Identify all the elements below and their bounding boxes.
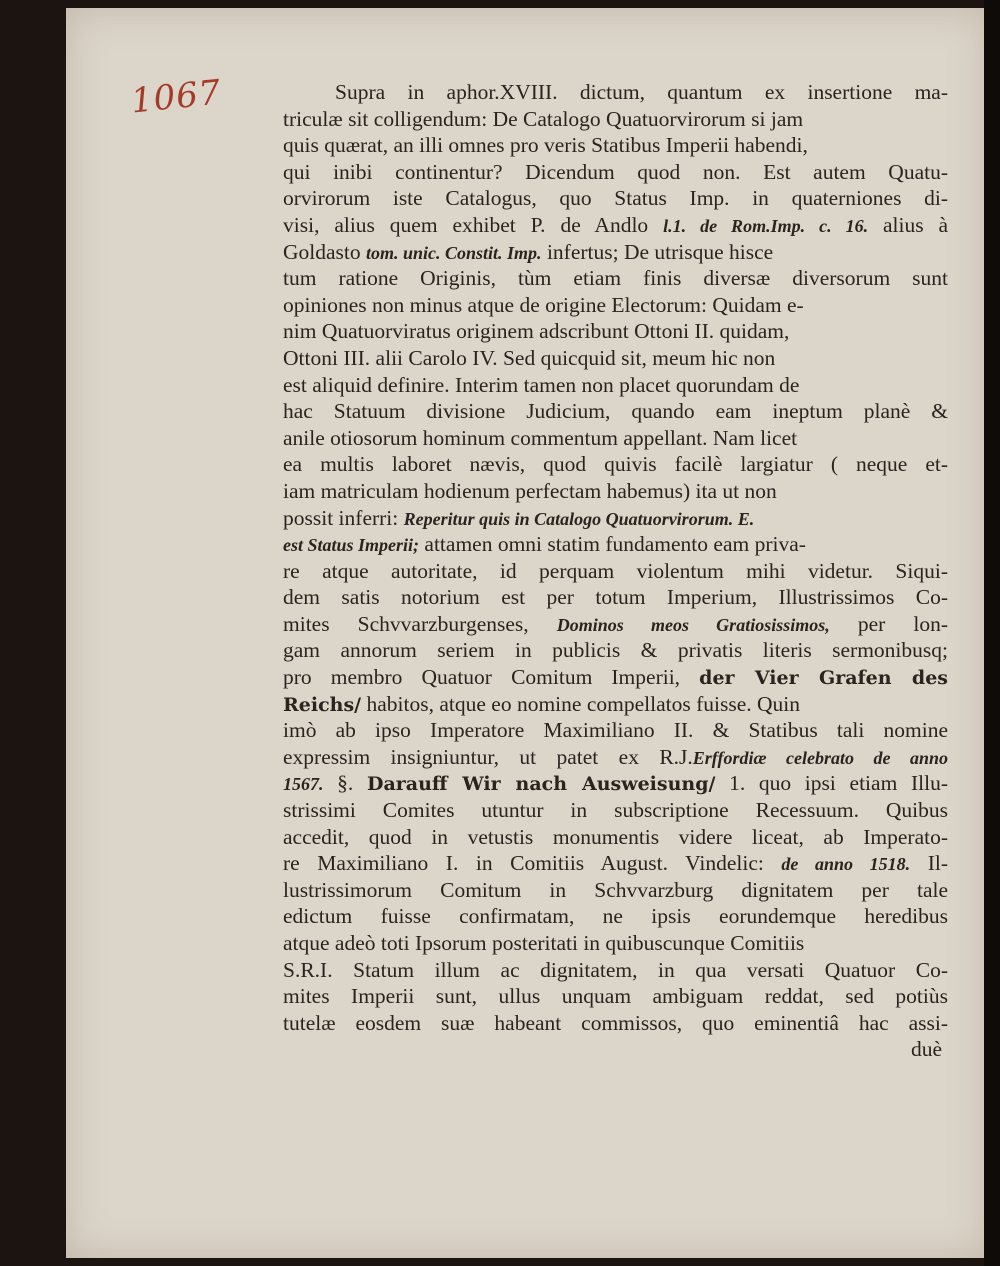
line-text: alius à	[868, 212, 948, 237]
line-text: nim Quatuorviratus originem adscribunt Ottoni II. quidam,	[283, 319, 790, 344]
line-text: quis quærat, an illi omnes pro veris Statibus Imperii habendi,	[283, 133, 808, 158]
italic-text: est Status Imperii;	[283, 535, 420, 556]
italic-text: Dominos meos Gratiosissimos,	[556, 614, 830, 635]
line-text: 1. quo ipsi etiam Illu-	[715, 771, 948, 796]
line-text: opiniones non minus atque de origine Electorum: Quidam e-	[283, 292, 804, 317]
fraktur-text: der Vier Grafen des	[699, 667, 948, 690]
text-line	[283, 584, 948, 611]
text-line	[283, 850, 948, 877]
line-text: edictum fuisse confirmatam, ne ipsis eorundemque heredibus	[283, 904, 948, 929]
fraktur-text: Reichs/	[283, 693, 362, 716]
line-text: re atque autoritate, id perquam violentum mihi videtur. Siqui-	[283, 558, 948, 583]
text-line	[283, 106, 948, 133]
line-text: hac Statuum divisione Judicium, quando eam ineptum planè &	[283, 399, 948, 424]
text-line	[283, 770, 948, 797]
line-text: Il-	[910, 851, 948, 876]
text-line	[283, 637, 948, 664]
text-line	[283, 212, 948, 239]
line-text: Supra in aphor.XVIII. dictum, quantum ex insertione ma-	[335, 80, 948, 104]
text-line	[283, 318, 948, 345]
folio-number: 1067	[129, 72, 224, 122]
text-line	[283, 983, 948, 1010]
text-line	[283, 451, 948, 478]
text-line	[283, 717, 948, 744]
scan-edge	[984, 0, 1000, 1266]
text-line	[283, 611, 948, 638]
line-text: habitos, atque eo nomine compellatos fuisse. Quin	[361, 691, 800, 716]
line-text: mites Schvvarzburgenses,	[283, 611, 557, 636]
line-text: tutelæ eosdem suæ habeant commissos, quo eminentiâ hac assi-	[283, 1010, 948, 1035]
text-line	[283, 957, 948, 984]
italic-text: Reperitur quis in Catalogo Quatuorvirorum. E.	[403, 508, 755, 529]
line-text: dem satis notorium est per totum Imperium, Illustrissimos Co-	[283, 585, 948, 610]
text-line	[283, 239, 948, 266]
text-line	[283, 531, 948, 558]
line-text: accedit, quod in vetustis monumentis videre liceat, ab Imperato-	[283, 824, 948, 849]
line-text: attamen omni statim fundamento eam priva-	[419, 532, 806, 557]
line-text: ea multis laboret nævis, quod quivis facilè largiatur ( neque et-	[283, 452, 948, 477]
line-text: gam annorum seriem in publicis & privatis literis sermonibusq;	[283, 638, 948, 663]
line-text: Ottoni III. alii Carolo IV. Sed quicquid sit, meum hic non	[283, 345, 776, 370]
text-line	[283, 79, 948, 106]
italic-text: Erffordiæ celebrato de anno	[692, 747, 948, 768]
italic-text: l.1. de Rom.Imp. c. 16.	[663, 215, 869, 236]
text-line	[283, 824, 948, 851]
text-line	[283, 478, 948, 505]
line-text: pro membro Quatuor Comitum Imperii,	[283, 665, 700, 690]
text-line	[283, 930, 948, 957]
text-block	[283, 79, 948, 1063]
text-line	[283, 797, 948, 824]
text-line	[283, 664, 948, 691]
line-text: re Maximiliano I. in Comitiis August. Vindelic:	[283, 851, 782, 876]
text-line	[283, 1010, 948, 1037]
text-line	[283, 691, 948, 718]
text-line	[283, 159, 948, 186]
text-line	[283, 265, 948, 292]
italic-text: tom. unic. Constit. Imp.	[366, 242, 542, 263]
line-text: atque adeò toti Ipsorum posteritati in quibuscunque Comitiis	[283, 931, 805, 955]
text-line	[283, 505, 948, 532]
line-text: per lon-	[829, 611, 948, 636]
text-line	[283, 292, 948, 319]
fraktur-text: Darauff Wir nach Ausweisung/	[366, 773, 716, 796]
line-text: visi, alius quem exhibet P. de Andlo	[283, 212, 664, 237]
italic-text: 1567.	[283, 774, 324, 795]
text-line	[283, 185, 948, 212]
line-text: imò ab ipso Imperatore Maximiliano II. & Statibus tali nomine	[283, 718, 948, 743]
line-text: Goldasto	[283, 239, 367, 264]
line-text: qui inibi continentur? Dicendum quod non. Est autem Quatu-	[283, 159, 948, 184]
text-line	[283, 398, 948, 425]
text-line	[283, 558, 948, 585]
text-line	[283, 425, 948, 452]
line-text: est aliquid definire. Interim tamen non placet quorundam de	[283, 372, 800, 397]
line-text: iam matriculam hodienum perfectam habemus) ita ut non	[283, 478, 777, 503]
text-line	[283, 372, 948, 399]
line-text: infertus; De utrisque hisce	[541, 239, 774, 264]
line-text: §.	[323, 771, 367, 796]
text-line	[283, 903, 948, 930]
line-text: mites Imperii sunt, ullus unquam ambiguam reddat, sed potiùs	[283, 984, 948, 1009]
catchword: duè	[910, 1037, 942, 1062]
text-line	[283, 132, 948, 159]
line-text: lustrissimorum Comitum in Schvvarzburg dignitatem per tale	[283, 877, 948, 902]
italic-text: de anno 1518.	[781, 854, 911, 875]
line-text: orvirorum iste Catalogus, quo Status Imp. in quaterniones di-	[283, 186, 948, 211]
line-text: triculæ sit colligendum: De Catalogo Quatuorvirorum si jam	[283, 106, 804, 131]
text-line	[283, 877, 948, 904]
line-text: S.R.I. Statum illum ac dignitatem, in qua versati Quatuor Co-	[283, 957, 948, 982]
line-text: anile otiosorum hominum commentum appellant. Nam licet	[283, 425, 798, 450]
line-text: tum ratione Originis, tùm etiam finis diversæ diversorum sunt	[283, 266, 948, 291]
text-line	[283, 345, 948, 372]
text-line	[283, 744, 948, 771]
line-text: strissimi Comites utuntur in subscriptione Recessuum. Quibus	[283, 798, 948, 823]
line-text: expressim insigniuntur, ut patet ex R.J.	[283, 744, 693, 769]
line-text: possit inferri:	[283, 505, 404, 530]
